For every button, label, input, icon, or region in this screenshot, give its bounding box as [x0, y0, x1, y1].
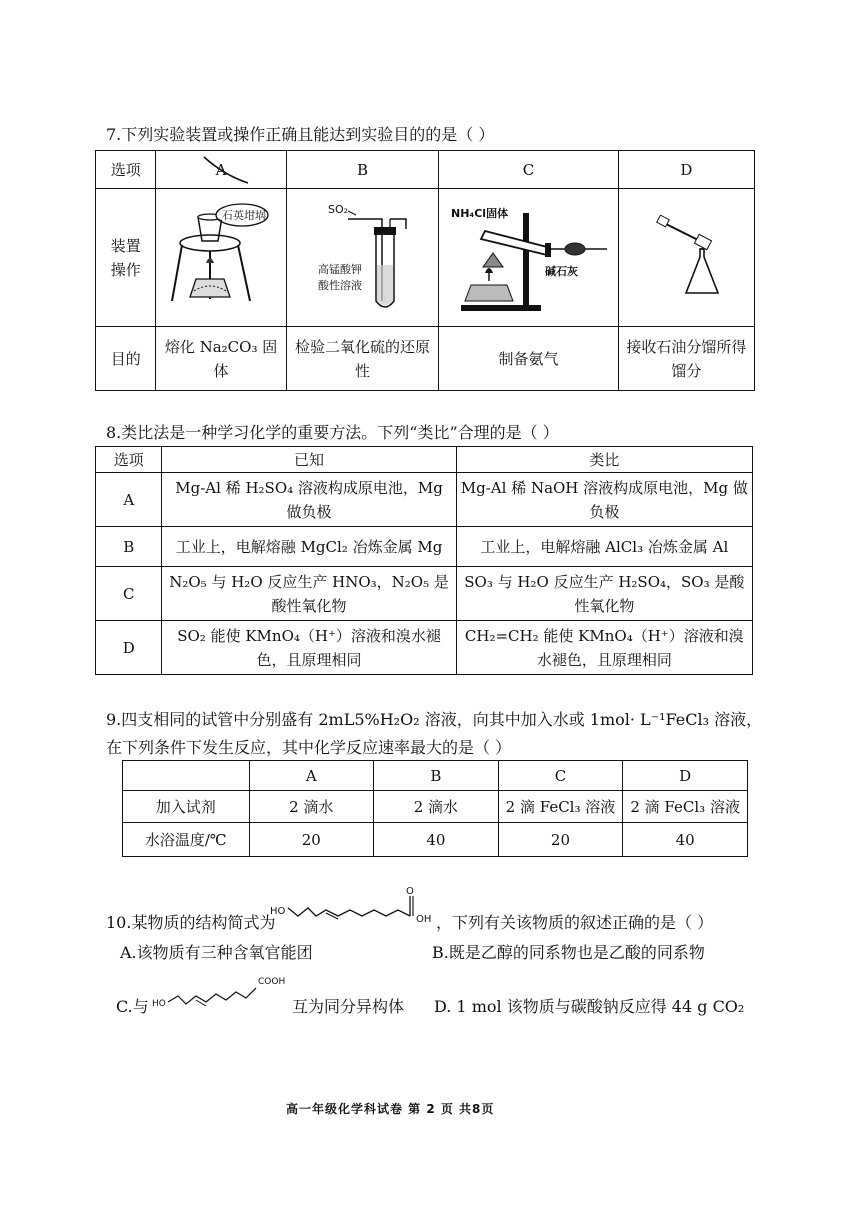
q10-option-c-structure [150, 966, 286, 1016]
q8-stem: 8.类比法是一种学习化学的重要方法。下列“类比”合理的是（ ） [106, 423, 559, 442]
q7-apparatus-label: 装置 操作 [96, 189, 156, 327]
pen-strike-mark [196, 153, 256, 187]
q10-opt-c-ho: HO [152, 999, 166, 1009]
q7-header-b: B [286, 151, 439, 189]
q9-header-a: A [249, 761, 374, 791]
q8-row-c-analogy: SO₃ 与 H₂O 反应生产 H₂SO₄，SO₃ 是酸性氧化物 [456, 567, 752, 621]
nh4cl-label: NH₄Cl固体 [451, 207, 509, 220]
q10-structure-diagram [268, 882, 434, 930]
q10-stem-pre: 10.某物质的结构简式为 [106, 913, 276, 932]
q10-option-b: B.既是乙醇的同系物也是乙酸的同系物 [432, 943, 705, 962]
q8-row-b-analogy: 工业上，电解熔融 AlCl₃ 冶炼金属 Al [456, 527, 752, 567]
q7-purpose-a: 熔化 Na₂CO₃ 固体 [156, 327, 286, 391]
q8-row-b-known: 工业上，电解熔融 MgCl₂ 冶炼金属 Mg [162, 527, 456, 567]
q8-header-known: 已知 [162, 447, 456, 473]
q10-opt-c-cooh: COOH [258, 977, 286, 987]
q8-table [95, 446, 753, 675]
test-tube-apparatus-diagram [288, 189, 436, 319]
q9-header-blank [123, 761, 250, 791]
q10-option-c-pre: C.与 [116, 997, 149, 1016]
q7-header-d: D [618, 151, 754, 189]
ammonia-apparatus-diagram [441, 189, 615, 319]
soda-lime-label: 碱石灰 [545, 265, 579, 278]
q9-reagent-label: 加入试剂 [123, 791, 250, 823]
q8-row-c-known: N₂O₅ 与 H₂O 反应生产 HNO₃，N₂O₅ 是酸性氧化物 [162, 567, 456, 621]
q8-row-d-option: D [96, 621, 162, 675]
q8-row-a-analogy: Mg-Al 稀 NaOH 溶液构成原电池，Mg 做负极 [456, 473, 752, 527]
q10-option-c-post: 互为同分异构体 [292, 997, 405, 1016]
q9-header-b: B [374, 761, 499, 791]
q9-temp-d: 40 [623, 823, 748, 857]
q8-row-a-known: Mg-Al 稀 H₂SO₄ 溶液构成原电池，Mg 做负极 [162, 473, 456, 527]
q8-header-option: 选项 [96, 447, 162, 473]
q8-row-d-analogy: CH₂=CH₂ 能使 KMnO₄（H⁺）溶液和溴水褪色，且原理相同 [456, 621, 752, 675]
q7-apparatus-d [618, 189, 754, 327]
q10-struct-oh: OH [416, 914, 432, 925]
q9-reagent-d: 2 滴 FeCl₃ 溶液 [623, 791, 748, 823]
q9-temp-a: 20 [249, 823, 374, 857]
q7-purpose-c: 制备氨气 [439, 327, 618, 391]
q7-header-option: 选项 [96, 151, 156, 189]
q9-stem-line1: 9.四支相同的试管中分别盛有 2mL5%H₂O₂ 溶液，向其中加入水或 1mol· L⁻¹FeCl₃ 溶液， [106, 710, 763, 729]
q7-purpose-d: 接收石油分馏所得馏分 [618, 327, 754, 391]
q9-header-d: D [623, 761, 748, 791]
q8-row-b-option: B [96, 527, 162, 567]
q9-temp-b: 40 [374, 823, 499, 857]
q7-apparatus-b [286, 189, 439, 327]
q7-header-c: C [439, 151, 618, 189]
q9-temp-c: 20 [498, 823, 623, 857]
q9-reagent-a: 2 滴水 [249, 791, 374, 823]
q8-header-analogy: 类比 [456, 447, 752, 473]
q9-reagent-c: 2 滴 FeCl₃ 溶液 [498, 791, 623, 823]
so2-label: SO₂ [328, 203, 349, 216]
q9-table [122, 760, 748, 857]
conical-flask-diagram [624, 189, 748, 319]
crucible-apparatus-diagram [158, 189, 284, 319]
q8-row-a-option: A [96, 473, 162, 527]
q9-header-c: C [498, 761, 623, 791]
q7-apparatus-a [156, 189, 286, 327]
q8-row-c-option: C [96, 567, 162, 621]
q8-row-d-known: SO₂ 能使 KMnO₄（H⁺）溶液和溴水褪色，且原理相同 [162, 621, 456, 675]
q7-purpose-label: 目的 [96, 327, 156, 391]
kmno4-label-2: 酸性溶液 [318, 279, 363, 292]
q7-apparatus-c [439, 189, 618, 327]
page-footer: 高一年级化学科试卷 第 2 页 共8页 [286, 1102, 495, 1116]
q10-struct-ho: HO [270, 906, 286, 917]
q7-purpose-b: 检验二氧化硫的还原性 [286, 327, 439, 391]
kmno4-label-1: 高锰酸钾 [318, 263, 363, 276]
q9-stem-line2: 在下列条件下发生反应，其中化学反应速率最大的是（ ） [106, 738, 512, 757]
q7-header-a: A [156, 151, 286, 189]
q10-option-a: A.该物质有三种含氧官能团 [120, 943, 313, 962]
q10-stem-post: ，下列有关该物质的叙述正确的是（ ） [436, 913, 714, 932]
q9-temp-label: 水浴温度/℃ [123, 823, 250, 857]
crucible-label: 石英坩埚 [222, 209, 267, 222]
q7-stem: 7.下列实验装置或操作正确且能达到实验目的的是（ ） [106, 125, 495, 144]
q7-table [95, 150, 755, 391]
q10-option-d: D. 1 mol 该物质与碳酸钠反应得 44 g CO₂ [434, 997, 745, 1016]
q10-struct-o: O [406, 886, 414, 897]
q9-reagent-b: 2 滴水 [374, 791, 499, 823]
